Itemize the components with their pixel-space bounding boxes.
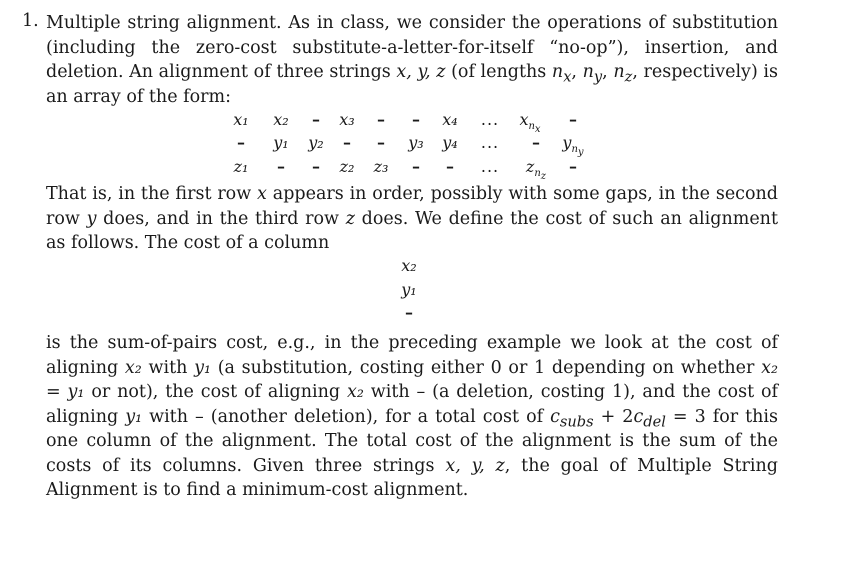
cell-x-7: ... bbox=[480, 110, 500, 129]
cost-paragraph: is the sum-of-pairs cost, e.g., in the preceding example we look at the cost of aligning x₂ with y₁ (a substitution, costing either 0 or 1 depending on whether x₂ = y₁ or not), the cost of aligning x₂ with – (a deletion, costing 1), and the cost of aligning y₁ with – (another deletion), for a total cost of $c_{subs} + 2c_{del} = 3$ for this one column of the alignment. The total cost of the alignment is the sum of the costs of its columns. Given three strings x, y, z, the goal of Multiple String Alignment is to find a minimum-cost alignment. bbox=[46, 333, 779, 500]
cell-y-6: y₄ bbox=[442, 133, 458, 152]
problem-number: 1. bbox=[22, 11, 39, 31]
cell-z-4: z₃ bbox=[373, 157, 389, 176]
cell-z-2: – bbox=[312, 157, 320, 176]
cell-y-2: y₂ bbox=[308, 133, 324, 152]
problem-title: Multiple string alignment. bbox=[46, 13, 282, 33]
cell-z-9: – bbox=[569, 157, 577, 176]
column-cell-1: y₁ bbox=[401, 280, 417, 299]
cell-y-1: y₁ bbox=[273, 133, 289, 152]
cell-z-0: z₁ bbox=[233, 157, 249, 176]
cell-x-0: x₁ bbox=[233, 110, 249, 129]
intro-paragraph: Multiple string alignment. As in class, we consider the operations of substitution (including the zero-cost substitute-a-letter-for-itself “no-op”), insertion, and deletion. An alignment of three strings x, y, z (of lengths $n_x$, $n_y$, $n_z$, respectively) is an array of the form: bbox=[46, 13, 778, 107]
cell-y-8: – bbox=[532, 133, 540, 152]
cell-x-8: $x_{n_x}$ bbox=[519, 110, 541, 136]
cell-z-8: $z_{n_z}$ bbox=[525, 157, 547, 183]
definition-paragraph: That is, in the first row x appears in order, possibly with some gaps, in the second row y does, and in the third row z does. We define the cost of such an alignment as follows. The cost of a column bbox=[46, 184, 778, 253]
cell-x-4: – bbox=[377, 110, 385, 129]
cell-z-5: – bbox=[412, 157, 420, 176]
cell-y-3: – bbox=[343, 133, 351, 152]
cell-y-9: $y_{n_y}$ bbox=[562, 133, 584, 159]
cell-z-3: z₂ bbox=[339, 157, 355, 176]
cell-x-3: x₃ bbox=[339, 110, 355, 129]
cell-x-5: – bbox=[412, 110, 420, 129]
cell-x-2: – bbox=[312, 110, 320, 129]
cell-x-6: x₄ bbox=[442, 110, 458, 129]
cell-z-6: – bbox=[446, 157, 454, 176]
cell-x-1: x₂ bbox=[273, 110, 289, 129]
cell-z-7: ... bbox=[480, 157, 500, 176]
cell-y-0: – bbox=[237, 133, 245, 152]
column-cell-2: – bbox=[405, 303, 413, 322]
cell-z-1: – bbox=[277, 157, 285, 176]
cell-y-4: – bbox=[377, 133, 385, 152]
cell-y-7: ... bbox=[480, 133, 500, 152]
cell-x-9: – bbox=[569, 110, 577, 129]
cell-y-5: y₃ bbox=[408, 133, 424, 152]
column-cell-0: x₂ bbox=[401, 256, 417, 275]
